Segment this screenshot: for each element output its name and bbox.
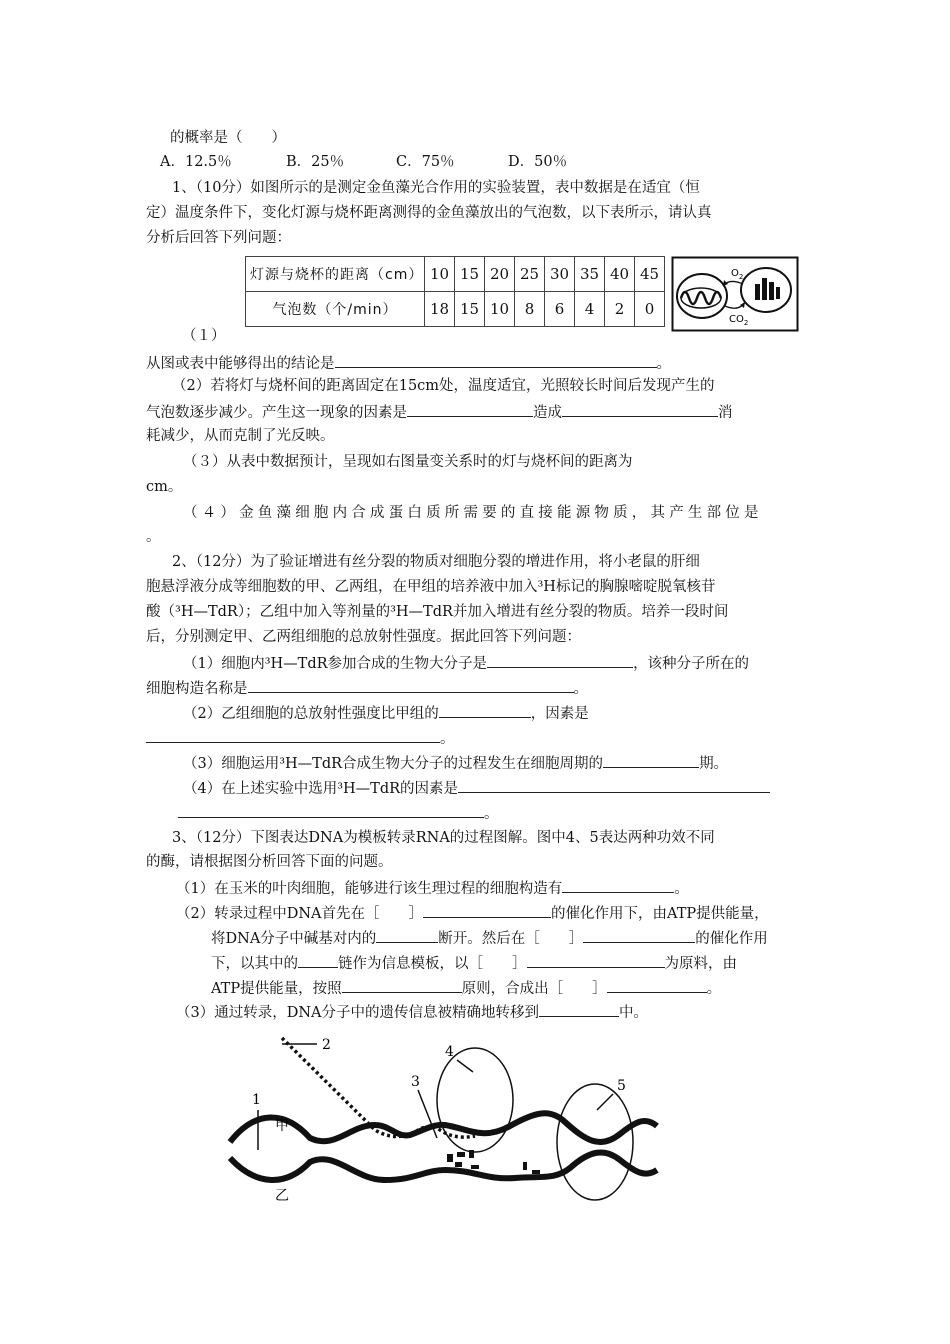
q3-part2-text4: 断开。然后在［ ］ (438, 931, 584, 947)
answer-blank[interactable] (583, 927, 695, 943)
q2-intro-line1: 2、（12分）为了验证增进有丝分裂的物质对细胞分裂的增进作用，将小老鼠的肝细 (172, 554, 700, 570)
table-header-bubbles: 气泡数（个/min） (246, 292, 425, 327)
q1-part1-text: 从图或表中能够得出的结论是 (146, 356, 335, 372)
label-jia: 甲 (275, 1118, 289, 1134)
label-4: 4 (445, 1044, 454, 1060)
q2-part2-end: 。 (440, 731, 455, 747)
answer-blank[interactable] (458, 777, 770, 793)
q2-part3-end: 期。 (699, 756, 729, 772)
q2-part1-text3: 细胞构造名称是 (146, 681, 248, 697)
answer-blank[interactable] (407, 401, 533, 417)
q2-part3-text: （3）细胞运用³H—TdR合成生物大分子的过程发生在细胞周期的 (183, 756, 604, 772)
q2-part1-text2: ，该种分子所在的 (633, 656, 750, 672)
answer-blank[interactable] (298, 952, 338, 968)
table-cell: 35 (575, 257, 605, 292)
option-b: B．25％ (286, 154, 345, 170)
o2-label: O (731, 268, 739, 279)
q3-part2-text2: 的催化作用下，由ATP提供能量， (551, 906, 769, 922)
q3-part3-text: （3）通过转录，DNA分子中的遗传信息被精确地转移到 (176, 1005, 540, 1021)
answer-blank[interactable] (178, 802, 484, 818)
q2-part4-end: 。 (484, 806, 499, 822)
q3-part2-text8: 为原料，由 (664, 956, 737, 972)
q3-part1-text: （1）在玉米的叶肉细胞，能够进行该生理过程的细胞构造有 (176, 881, 563, 897)
answer-blank[interactable] (439, 702, 531, 718)
q2-part1-line2 (146, 677, 588, 699)
q2-part2-text2: ，因素是 (530, 706, 589, 722)
label-5-pointer (597, 1094, 613, 1110)
q3-intro-line2: 的酶，请根据图分析回答下面的问题。 (146, 854, 393, 870)
q2-intro-line2: 胞悬浮液分成等细胞数的甲、乙两组，在甲组的培养液中加入³H标记的胸腺嘧啶脱氧核苷 (146, 579, 716, 595)
answer-blank[interactable] (527, 952, 665, 968)
answer-blank[interactable] (146, 727, 440, 743)
table-header-distance: 灯源与烧杯的距离（cm） (246, 257, 425, 292)
answer-blank[interactable] (376, 927, 438, 943)
q1-intro-line1: 1、（10分）如图所示的是测定金鱼藻光合作用的实验装置，表中数据是在适宜（恒 (172, 180, 700, 196)
label-4-pointer (457, 1060, 473, 1072)
table-cell: 30 (545, 257, 575, 292)
q3-part1 (176, 877, 689, 899)
q1-part4-line1: （４）金鱼藻细胞内合成蛋白质所需要的直接能源物质，其产生部位是 (183, 505, 763, 521)
q2-part2-text: （2）乙组细胞的总放射性强度比甲组的 (183, 706, 439, 722)
q3-part2-line1 (176, 902, 769, 924)
table-cell: 4 (575, 292, 605, 327)
answer-blank[interactable] (423, 902, 551, 918)
q2-intro-line4: 后，分别测定甲、乙两组细胞的总放射性强度。据此回答下列问题： (146, 629, 581, 645)
option-a: A．12.5％ (160, 154, 232, 170)
q2-part4-line1 (183, 777, 770, 799)
answer-blank[interactable] (342, 977, 462, 993)
q2-part4-text: （4）在上述实验中选用³H—TdR的因素是 (183, 781, 459, 797)
table-cell: 8 (515, 292, 545, 327)
dna-strand-yi (230, 1152, 657, 1180)
table-cell: 10 (425, 257, 455, 292)
q2-part1-end: 。 (573, 681, 588, 697)
q3-part2-text10: 原则，合成出［ ］ (461, 981, 607, 997)
q1-part1-label: （１） (182, 328, 226, 344)
label-3: 3 (411, 1074, 420, 1090)
q3-part2-text6: 下，以其中的 (211, 956, 298, 972)
answer-blank[interactable] (562, 401, 718, 417)
q1-part4-line2: 。 (146, 529, 161, 545)
table-cell: 6 (545, 292, 575, 327)
table-cell: 15 (455, 292, 485, 327)
q1-data-table (245, 256, 665, 327)
q1-part3-line2: cm。 (146, 479, 183, 495)
answer-blank[interactable] (487, 652, 633, 668)
option-c: C．75％ (396, 154, 455, 170)
q3-part2-end: 。 (706, 981, 722, 997)
table-row-bubbles (246, 292, 665, 327)
table-cell: 20 (485, 257, 515, 292)
table-cell: 0 (635, 292, 665, 327)
q1-part1 (146, 352, 671, 374)
table-cell: 10 (485, 292, 515, 327)
q3-part2-text1: （2）转录过程中DNA首先在［ ］ (176, 906, 424, 922)
q3-part2-text5: 的催化作用 (695, 931, 768, 947)
answer-blank[interactable] (335, 352, 657, 368)
table-row-distance (246, 257, 665, 292)
prev-question-stem: 的概率是（ ） (170, 130, 286, 146)
q1-intro-line2: 定）温度条件下，变化灯源与烧杯距离测得的金鱼藻放出的气泡数，以下表所示，请认真 (146, 205, 712, 221)
q3-part2-line3 (211, 952, 737, 974)
q3-part2-line4 (211, 977, 721, 999)
q1-part2-line3: 耗减少，从而克制了光反映。 (146, 428, 335, 444)
chloroplast-shape (741, 268, 791, 312)
mitochondrion-shape (677, 274, 727, 318)
q2-part1-text: （1）细胞内³H—TdR参加合成的生物大分子是 (183, 656, 488, 672)
q1-part2-line2 (146, 401, 733, 423)
q3-part2-text3: 将DNA分子中碱基对内的 (211, 931, 377, 947)
svg-text:O2: $O_2$ (731, 268, 744, 281)
label-2: 2 (322, 1037, 331, 1053)
q3-part2-line2 (211, 927, 768, 949)
q2-part4-line2 (178, 802, 499, 824)
label-5: 5 (617, 1078, 626, 1094)
organelle-diagram (671, 256, 799, 332)
label-1: 1 (252, 1092, 261, 1108)
q1-part3-line1: （３）从表中数据预计，呈现如右图量变关系时的灯与烧杯间的距离为 (183, 454, 633, 470)
q1-part1-end: 。 (656, 356, 671, 372)
prev-question-options (160, 152, 567, 172)
q2-part2-line1 (183, 702, 589, 724)
table-cell: 2 (605, 292, 635, 327)
q3-part1-end: 。 (674, 881, 689, 897)
label-yi: 乙 (275, 1188, 289, 1204)
q1-part2-line1: （2）若将灯与烧杯间的距离固定在15cm处，温度适宜，光照较长时间后发现产生的 (172, 378, 715, 394)
q3-part3-end: 中。 (619, 1005, 649, 1021)
q3-part3 (176, 1001, 648, 1023)
q1-part2-text2: 造成 (533, 405, 562, 421)
table-cell: 25 (515, 257, 545, 292)
q3-part2-text9: ATP提供能量，按照 (211, 981, 342, 997)
q2-part1-line1 (183, 652, 749, 674)
q3-intro-line1: 3、（12分）下图表达DNA为模板转录RNA的过程图解。图中4、5表达两种功效不同 (172, 830, 715, 846)
q1-intro-line3: 分析后回答下列问题： (146, 230, 291, 246)
q1-part2-text: 气泡数逐步减少。产生这一现象的因素是 (146, 405, 407, 421)
table-cell: 15 (455, 257, 485, 292)
q2-intro-line3: 酸（³H—TdR）；乙组中加入等剂量的³H—TdR并加入增进有丝分裂的物质。培养一段时间 (146, 604, 729, 620)
q1-part2-text3: 消 (718, 405, 733, 421)
svg-text:CO2: $CO_2$ (729, 314, 749, 327)
answer-blank[interactable] (539, 1001, 619, 1017)
answer-blank[interactable] (607, 977, 707, 993)
answer-blank[interactable] (248, 677, 574, 693)
q2-part2-line2 (146, 727, 455, 749)
q2-part3 (183, 752, 728, 774)
co2-label: CO (729, 314, 744, 325)
option-d: D．50％ (508, 154, 568, 170)
table-cell: 18 (425, 292, 455, 327)
table-cell: 40 (605, 257, 635, 292)
answer-blank[interactable] (562, 877, 674, 893)
answer-blank[interactable] (603, 752, 699, 768)
table-cell: 45 (635, 257, 665, 292)
transcription-figure (225, 1030, 665, 1220)
q3-part2-text7: 链作为信息模板，以［ ］ (338, 956, 527, 972)
